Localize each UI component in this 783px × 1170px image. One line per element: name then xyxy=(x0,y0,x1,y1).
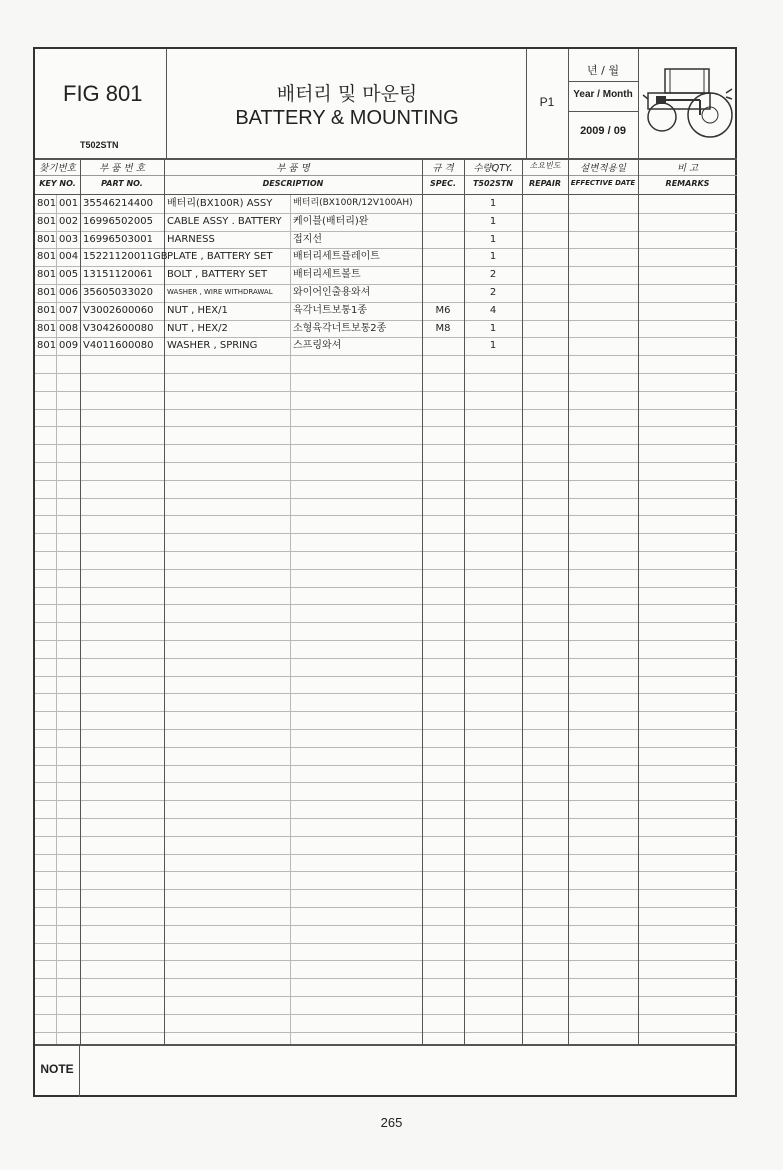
col-key-ko: 찾기번호 xyxy=(39,163,76,174)
spec: M6 xyxy=(435,304,451,316)
grid-line xyxy=(35,889,737,890)
grid-line xyxy=(35,925,737,926)
grid-line xyxy=(35,800,737,801)
grid-line xyxy=(35,978,737,979)
grid-line xyxy=(35,551,737,552)
grid-line xyxy=(35,426,737,427)
col-spec-ko: 규 격 xyxy=(432,163,454,174)
quantity: 1 xyxy=(489,322,497,334)
quantity: 1 xyxy=(489,198,497,209)
col-desc-ko: 부 품 명 xyxy=(276,163,310,174)
grid-line xyxy=(35,836,737,837)
grid-line xyxy=(35,676,737,677)
key-group: 801 xyxy=(37,287,57,298)
key-group: 801 xyxy=(37,304,57,316)
key-item: 005 xyxy=(59,269,79,281)
part-number: 16996502005 xyxy=(83,215,153,227)
title-english: BATTERY & MOUNTING xyxy=(235,107,459,129)
key-group: 801 xyxy=(37,340,57,352)
part-number: 13151120061 xyxy=(83,269,153,281)
key-group: 801 xyxy=(37,251,57,263)
grid-line xyxy=(35,533,737,534)
grid-line xyxy=(35,569,737,570)
col-eff-ko: 설변적용일 xyxy=(580,163,626,174)
col-remarks-ko: 비 고 xyxy=(676,163,699,174)
table-row xyxy=(35,320,737,338)
grid-line xyxy=(35,943,737,944)
model-code: T502STN xyxy=(80,140,119,150)
note-label: NOTE xyxy=(40,1062,74,1076)
col-qty-ko: 수량QTY. xyxy=(473,163,513,174)
col-repair-ko: 소요빈도 xyxy=(529,161,561,170)
page-label: P1 xyxy=(539,95,555,109)
table-row xyxy=(35,302,737,320)
date-label-en: Year / Month xyxy=(573,89,633,100)
grid-line xyxy=(35,1014,737,1015)
description-ko: 배터리세트볼트 xyxy=(293,269,361,281)
grid-line xyxy=(35,515,737,516)
description-en: WASHER , SPRING xyxy=(167,340,258,352)
description-en: NUT , HEX/2 xyxy=(167,322,228,334)
grid-line xyxy=(35,818,737,819)
grid-line xyxy=(35,640,737,641)
grid-line xyxy=(35,587,737,588)
col-spec-en: SPEC. xyxy=(430,179,456,188)
quantity: 2 xyxy=(489,287,497,298)
key-item: 001 xyxy=(59,198,79,209)
part-number: 15221120011GB xyxy=(83,251,168,263)
fig-number: FIG 801 xyxy=(63,81,143,106)
date-label-ko: 년 / 월 xyxy=(587,64,619,77)
grid-line xyxy=(35,622,737,623)
table-row xyxy=(35,284,737,302)
quantity: 1 xyxy=(489,340,497,352)
description-ko: 와이어인출용와셔 xyxy=(293,287,371,298)
grid-line xyxy=(35,747,737,748)
key-item: 007 xyxy=(59,304,79,316)
description-ko: 배터리(BX100R/12V100AH) xyxy=(293,198,413,208)
description-ko: 스프링와셔 xyxy=(293,340,342,352)
description-en: BOLT , BATTERY SET xyxy=(167,269,268,281)
key-item: 006 xyxy=(59,287,79,298)
description-ko: 케이블(배터리)완 xyxy=(293,215,369,227)
quantity: 4 xyxy=(489,304,497,316)
grid-line xyxy=(35,409,737,410)
part-number: 16996503001 xyxy=(83,233,153,245)
quantity: 1 xyxy=(489,233,497,245)
col-remarks-en: REMARKS xyxy=(665,179,710,188)
grid-line xyxy=(35,782,737,783)
col-repair-en: REPAIR xyxy=(528,179,562,188)
description-ko: 소형육각너트보통2종 xyxy=(293,322,387,334)
col-qty-en: T502STN xyxy=(472,179,514,188)
col-key-en: KEY NO. xyxy=(39,179,76,188)
grid-line xyxy=(35,960,737,961)
grid-line xyxy=(35,1032,737,1033)
description-ko: 배터리세트플레이트 xyxy=(293,251,380,263)
table-row xyxy=(35,248,737,266)
quantity: 1 xyxy=(489,251,497,263)
key-item: 008 xyxy=(59,322,79,334)
description-ko: 접지선 xyxy=(293,233,322,245)
key-group: 801 xyxy=(37,198,57,209)
col-part-ko: 부 품 번 호 xyxy=(99,163,145,174)
col-desc-en: DESCRIPTION xyxy=(262,179,324,188)
grid-line xyxy=(35,444,737,445)
grid-line xyxy=(35,907,737,908)
key-group: 801 xyxy=(37,269,57,281)
page-number: 265 xyxy=(380,1115,403,1130)
part-number: 35605033020 xyxy=(83,287,153,298)
part-number: V3002600060 xyxy=(83,304,154,316)
grid-line xyxy=(35,391,737,392)
part-number: V4011600080 xyxy=(83,340,154,352)
part-number: 35546214400 xyxy=(83,198,153,209)
col-eff-en: EFFECTIVE DATE xyxy=(570,179,636,187)
description-en: CABLE ASSY . BATTERY xyxy=(167,215,282,227)
tractor-icon xyxy=(640,63,735,145)
grid-line xyxy=(35,355,737,356)
key-item: 003 xyxy=(59,233,79,245)
table-row xyxy=(35,337,737,355)
key-item: 009 xyxy=(59,340,79,352)
grid-line xyxy=(35,498,737,499)
description-ko: 육각너트보통1종 xyxy=(293,304,367,316)
key-group: 801 xyxy=(37,215,57,227)
table-row xyxy=(35,266,737,284)
grid-line xyxy=(35,711,737,712)
key-group: 801 xyxy=(37,322,57,334)
grid-line xyxy=(35,693,737,694)
date-value: 2009 / 09 xyxy=(580,125,626,137)
quantity: 1 xyxy=(489,215,497,227)
col-part-en: PART NO. xyxy=(101,179,143,188)
grid-line xyxy=(35,996,737,997)
parts-sheet xyxy=(33,47,737,1097)
part-number: V3042600080 xyxy=(83,322,154,334)
grid-line xyxy=(35,854,737,855)
grid-line xyxy=(35,658,737,659)
table-row xyxy=(35,195,737,213)
description-en: 배터리(BX100R) ASSY xyxy=(167,198,273,209)
description-en: NUT , HEX/1 xyxy=(167,304,228,316)
table-row xyxy=(35,213,737,231)
key-group: 801 xyxy=(37,233,57,245)
grid-line xyxy=(35,373,737,374)
grid-line xyxy=(35,604,737,605)
description-en: PLATE , BATTERY SET xyxy=(167,251,273,263)
grid-line xyxy=(35,765,737,766)
title-korean: 배터리 및 마운팅 xyxy=(276,83,418,105)
grid-line xyxy=(35,462,737,463)
grid-line xyxy=(35,871,737,872)
key-item: 004 xyxy=(59,251,79,263)
description-en: HARNESS xyxy=(167,233,215,245)
key-item: 002 xyxy=(59,215,79,227)
grid-line xyxy=(35,480,737,481)
quantity: 2 xyxy=(489,269,497,281)
grid-line xyxy=(35,729,737,730)
spec: M8 xyxy=(435,322,451,334)
description-en: WASHER , WIRE WITHDRAWAL xyxy=(167,288,273,296)
table-row xyxy=(35,231,737,249)
